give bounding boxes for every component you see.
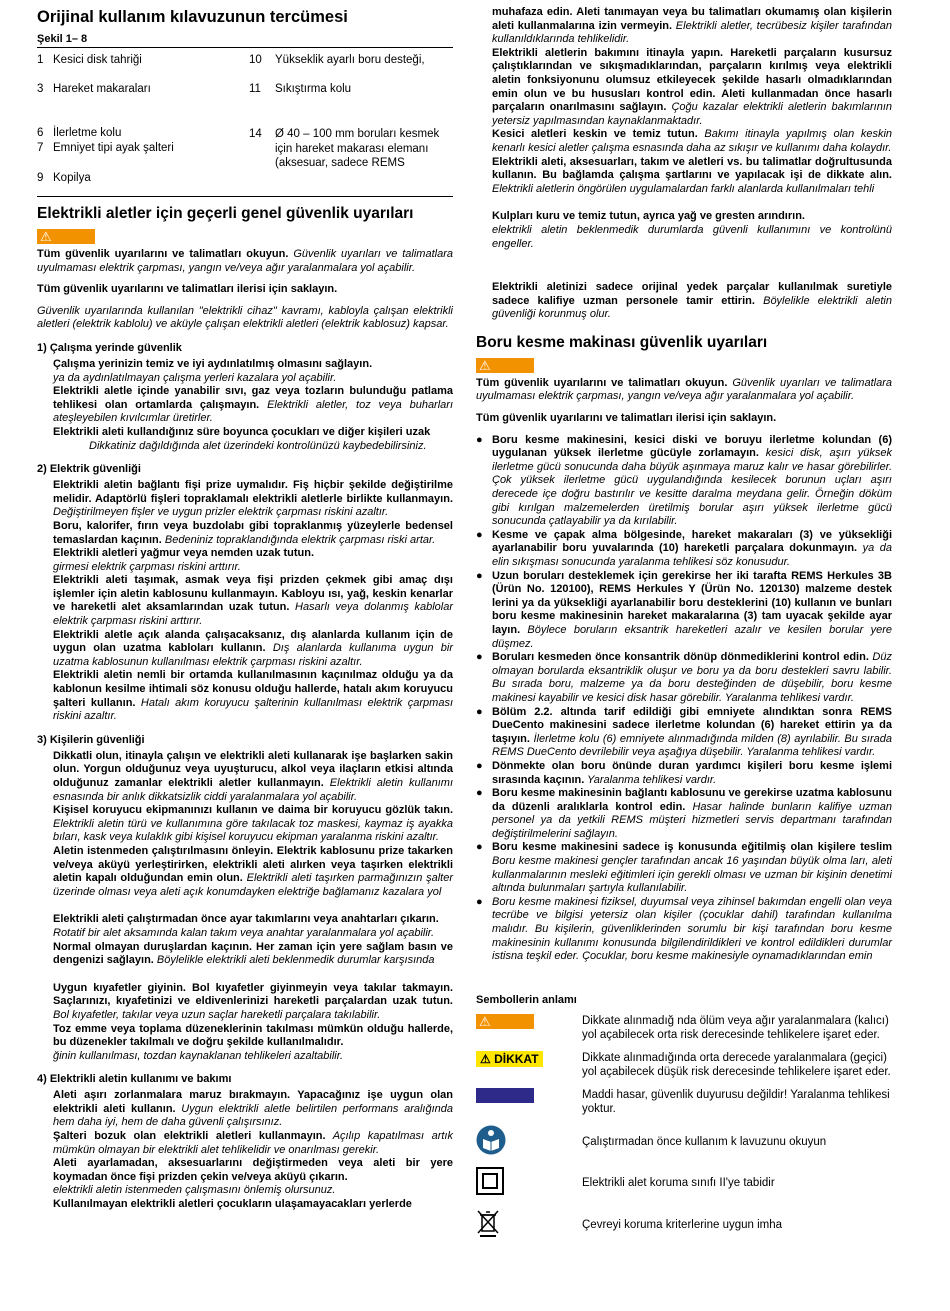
- save-instructions: Tüm güvenlik uyarılarını ve talimatları ilerisi için saklayın.: [476, 412, 777, 425]
- pipe-cutter-heading: Boru kesme makinası güvenlik uyarıları: [476, 333, 768, 351]
- read-manual-icon: [476, 1125, 506, 1155]
- figure-label: Şekil 1– 8: [37, 33, 453, 48]
- symbol-row: Çalıştırmadan önce kullanım k lavuzunu okuyun: [476, 1125, 892, 1160]
- section-body: Elektrikli aletin bağlantı fişi prize uymalıdır. Fiş hiçbir şekilde değiştirilme melidir. Adaptörlü fişleri topraklamalı elektrikli aletlerle birlikte kullanmayın. Değiştirilmeyen fişler ve uygun prizler elektrik çarpması riskini azaltır. Boru, kalorifer, fırın veya buzdolabı gibi topraklanmış yüzeylerle bedensel temaslardan kaçının. Bedeniniz topraklandığında elektrik çarpması riski artar. Elektrikli aletleri yağmur veya nemden uzak tutun. girmesi elektrik çarpması riskini arttırır. Elektrikli aleti taşımak, asmak veya fişi prizden çekmek gibi amaç dışı işlemler için aletin kablosunu kullanmayın. Kabloyu ısı, yağ, keskin kenarlar ve hareketli alet aksamlarından uzak tutun. Hasarlı veya dolanmış kablolar elektrik çarpması riskini arttırır. Elektrikli aletle açık alanda çalışacaksanız, dış alanlarda kullanım için de uygun olan uzatma kabloları kullanın. Dış alanlarda kullanıma uygun bir uzatma kablosunun kullanılması elektrik çarpması riskini azaltır. Elektrikli aletin nemli bir ortamda kullanılmasının kaçınılmaz olduğu ya da kablonun kesilme ihtimali söz konusu olduğu hallerde, hatalı akım koruyucu şalteri kullanın. Hatalı akım koruyucu şalterinin kullanılması elektrik çarpması riskini azaltır.: [53, 479, 454, 723]
- symbol-row: ⚠ DİKKAT Dikkate alınmadığında orta derecede yaralanmalara (geçici) yol açabilecek düşük risk derecesinde tehlikelere işaret eder.: [476, 1051, 892, 1080]
- section-heading: 3) Kişilerin güvenliği: [37, 733, 145, 746]
- section-body: Çalışma yerinizin temiz ve iyi aydınlatılmış olmasını sağlayın. ya da aydınlatılmayan çalışma yerleri kazalara yol açabilir. Elektrikli aletle içinde yanabilir sıvı, gaz veya tozların bulunduğu patlama tehlikesi olan ortamlarda çalışmayın. Elektrikli aletler, toz veya buharları ateşleyebilen kıvılcımlar üretirler. Elektrikli aleti kullandığınız süre boyunca çocukları ve diğer kişileri uzak Dikkatiniz dağıldığında alet üzerindeki kontrolünüzü kaybedebilirsiniz.: [53, 357, 454, 452]
- weee-disposal-icon: [476, 1208, 500, 1238]
- left-column: Orijinal kullanım kılavuzunun tercümesi Şekil 1– 8 1 Kesici disk tahriği 10 Yükseklik ayarlı boru desteği, 3 Hareket makaraları 11 Sıkıştırma kolu 6 İlerletme kolu 14 Ø 40 – 100 mm boruları kesmek için hareket makarası elemanı (aksesuar, sadece REMS 7 Emniyet tipi ayak şalteri 9 Kopilya Elektrikli aletler için geçerli genel güvenlik uyarıları ⚠ Tüm güvenlik uyarılarını ve talimatları okuyun. Güvenlik uyarıları ve talimatlara uyulmaması elektrik çarpması, yangın ve/veya ağır yaralanmalara yol açabilir. Tüm güvenlik uyarılarını ve talimatları ilerisi için saklayın. Güvenlik uyarılarında kullanılan "elektrikli cihaz" kavramı, kabloyla çalışan elektrikli aletleri (elektrik kablolu) ve aküyle çalışan elektrikli aletleri (elektrik kablosuz) kapsar. 1) Çalışma yerinde güvenlik Çalışma yerinizin temiz ve iyi aydınlatılmış olmasını sağlayın. ya da aydınlatılmayan çalışma yerleri kazalara yol açabilir. Elektrikli aletle içinde yanabilir sıvı, gaz veya tozların bulunduğu patlama tehlikesi olan ortamlarda çalışmayın. Elektrikli aletler, toz veya buharları ateşleyebilen kıvılcımlar üretirler. Elektrikli aleti kullandığınız süre boyunca çocukları ve diğer kişileri uzak Dikkatiniz dağıldığında alet üzerindeki kontrolünüzü kaybedebilirsiniz. 2) Elektrik güvenliği Elektrikli aletin bağlantı fişi prize uymalıdır. Fiş hiçbir şekilde değiştirilme melidir. Adaptörlü fişleri topraklamalı elektrikli aletlerle birlikte kullanmayın. Değiştirilmeyen fişler ve uygun prizler elektrik çarpması riskini azaltır. Boru, kalorifer, fırın veya buzdolabı gibi topraklanmış yüzeylerle bedensel temaslardan kaçının. Bedeniniz topraklandığında elektrik çarpması riski artar. Elektrikli aletleri yağmur veya nemden uzak tutun. girmesi elektrik çarpması riskini arttırır. Elektrikli aleti taşımak, asmak veya fişi prizden çekmek gibi amaç dışı işlemler için aletin kablosunu kullanmayın. Kabloyu ısı, yağ, keskin kenarlar ve hareketli alet aksamlarından uzak tutun. Hasarlı veya dolanmış kablolar elektrik çarpması riskini arttırır. Elektrikli aletle açık alanda çalışacaksanız, dış alanlarda kullanım için de uygun olan uzatma kabloları kullanın. Dış alanlarda kullanıma uygun bir uzatma kablosunun kullanılması elektrik çarpması riskini azaltır. Elektrikli aletin nemli bir ortamda kullanılmasının kaçınılmaz olduğu ya da kablonun kesilme ihtimali söz konusu olduğu hallerde, hatalı akım koruyucu şalteri kullanın. Hatalı akım koruyucu şalterinin kullanılması elektrik çarpması riskini azaltır. 3) Kişilerin güvenliği Dikkatli olun, itinayla çalışın ve elektrikli aleti kullanarak işe başlarken sakin olun. Yorgun olduğunuz veya uyuşturucu, alkol veya ilaçların etkisi altında olduğunuz zamanlar elektrikli aletler kullanmayın. Elektrikli aletin kullanımı esnasında bir anlık dikkatsizlik ciddi yaralanmalara yol açabilir. Kişisel koruyucu ekipmanınızı kullanın ve daima bir koruyucu gözlük takın. Elektrikli aletin türü ve kullanımına göre takılacak toz maskesi, kaymaz iş ayakka bıları, kask veya kulaklık gibi kişisel koruyucu ekipman yaralanma riskini azaltır. Aletin istenmeden çalıştırılmasını önleyin. Elektrik kablosunu prize takarken ve/veya aküyü yerleştirirken, elektrikli aleti alırken veya taşırken elektrikli aletin kapalı olduğundan emin olun. Elektrikli aleti taşırken parmağınızın şalter üzerinde olması veya aleti açık konumdayken elektriğe bağlamanız kazalara yol Elektrikli aleti çalıştırmadan önce ayar takımlarını veya anahtarları çıkarın. Rotatif bir alet aksamında kalan takım veya anahtar yaralanmalara yol açabilir. Normal olmayan duruşlardan kaçının. Her zaman için yere sağlam basın ve dengenizi sağlayın. Böylelikle elektrikli aleti beklenmedik durumlar karşısında Uygun kıyafetler giyinin. Bol kıyafetler giyinmeyin veya takılar takmayın. Saçlarınızı, kıyafetinizi ve eldivenlerinizi hareketli parçalardan uzak tutun. Bol kıyafetler, takılar veya uzun saçlar hareketli parçalara takılabilir. Toz emme veya toplama düzeneklerinin takılması mümkün olduğu hallerde, bu düzenekler takılmalı ve doğru şekilde kullanılmalıdır. ğinin kullanılması, tozdan kaynaklanan tehlikeleri azaltabilir. 4) Elektrikli aletin kullanımı ve bakımı Aleti aşırı zorlanmalara maruz bırakmayın. Yapacağınız işe uygun olan elektrikli aleti kullanın. Uygun elektrikli aletle belirtilen performans aralığında hem daha iyi, hem de daha güvenli çalışırsınız. Şalteri bozuk olan elektrikli aletleri kullanmayın. Açılıp kapatılması artık mümkün olmayan bir elektrikli alet tehlikelidir ve onarılması gerekir. Aleti ayarlamadan, aksesuarlarını değiştirmeden veya aleti bir yere koymadan önce fişi prizden çekin ve/veya aküyü çıkarın. elektrikli aletin istenmeden çalışmasını önlemiş olursunuz. Kullanılmayan elektrikli aletleri çocukların ulaşamayacakları yerlerde: [37, 8, 454, 1211]
- symbol-row: ⚠ Dikkate alınmadığ nda ölüm veya ağır yaralanmalara (kalıcı) yol açabilecek orta risk derecesinde tehlikelere işaret eder.: [476, 1014, 892, 1043]
- caution-badge: ⚠ DİKKAT: [476, 1051, 543, 1068]
- warning-icon: ⚠: [37, 229, 95, 244]
- list-item: ● Uzun boruları desteklemek için gerekirse her iki tarafta REMS Herkules 3B (Ürün No. 120100), REMS Herkules Y (Ürün No. 120130) malzeme destek lerini ya da yüksekliği ayarlanabilir boru desteklerini (10) kullanın ve bunları boru kesme makinesinin hareket makaralarına (3) tam uyacak şekilde ayar layın. Böylece boruların eksantrik hareketleri azalır ve kesilen borular yere düşmez.: [476, 569, 892, 650]
- part-item: 7 Emniyet tipi ayak şalteri: [37, 142, 174, 154]
- definition-text: Güvenlik uyarılarında kullanılan "elektrikli cihaz" kavramı, kabloyla çalışan elektrikli aletleri (elektrik kablolu) ve aküyle çalışan elektrikli aletleri (elektrik kablosuz) kapsar.: [37, 304, 453, 331]
- part-item: 11 Sıkıştırma kolu: [249, 83, 352, 95]
- list-item: ● Bölüm 2.2. altında tarif edildiği gibi emniyete alındıktan sonra REMS DueCento makinesini sadece ilerletme kolundan (6) hareket ettirin ya da taşıyın. İlerletme kolu (6) emniyete alınmadığında milden (8) ayrılabilir. Bu sırada REMS DueCento devrilebilir veya aşağıya düşebilir. Yaralanma tehlikesi vardır.: [476, 705, 892, 759]
- list-item: ● Boru kesme makinesini sadece iş konusunda eğitilmiş olan kişilere teslim Boru kesme makinesi gençler tarafından ancak 16 yaşından büyük olma ları, aleti kullanmalarının mesleki eğitimleri için gerekli olması ve uzman bir kişinin denetimi altında bulunmaları şartıyla kullanılabilir.: [476, 841, 892, 895]
- symbol-row: Elektrikli alet koruma sınıfı II'ye tabidir: [476, 1167, 892, 1200]
- part-item: 6 İlerletme kolu: [37, 127, 122, 139]
- list-item: ● Boru kesme makinesi fiziksel, duyumsal veya zihinsel bakımdan engelli olan veya tecrübe ve bilgisi yetersiz olan kişiler (çocuklar dahil) tarafından kullanılma malıdır. Bu kişilerin, güvenliklerinden sorumlu bir kişi tarafından boru kesme makinesinin kullanımı konusunda bilgilendirildikleri ve kontrol edildikleri durumlar istisna teşkil eder. Çocuklar, boru kesme makinesiyle oynamadıklarından emin: [476, 895, 892, 963]
- part-item: 9 Kopilya: [37, 172, 91, 184]
- section-body: muhafaza edin. Aleti tanımayan veya bu talimatları okumamış olan kişilerin aleti kullanmalarına izin vermeyin. Elektrikli aletler, tecrübesiz kişiler tarafından kullanıldıklarında tehlikelidir. Elektrikli aletlerin bakımını itinayla yapın. Hareketli parçaların kusursuz çalıştıklarından ve sıkışmadıklarından, parçaların kırılmış veya elektrikli aletin fonksiyonunu olumsuz etkileyecek şekilde hasarlı olmadıklarından emin olun ve bu hususları kontrol edin. Aleti kullanmadan önce hasarlı parçaların onarılmasını sağlayın. Çoğu kazalar elektrikli aletlerin bakımlarının yetersiz yapılmasından kaynaklanmaktadır. Kesici aletleri keskin ve temiz tutun. Bakımı itinayla yapılmış olan keskin kenarlı kesici aletler çalışma esnasında daha az sıkışır ve kullanımı daha kolaydır. Elektrikli aleti, aksesuarları, takım ve aletleri vs. bu talimatlar doğrultusunda kullanın. Bu bağlamda çalışma şartlarını ve yapılacak işi de dikkate alın. Elektrikli aletlerin öngörülen uygulamalardan farklı alanlarda kullanılmaları tehli Kulpları kuru ve temiz tutun, ayrıca yağ ve gresten arındırın. elektrikli aletin beklenmedik durumlarda güvenli kullanımını ve kontrolünü engeller. Elektrikli aletinizi sadece orijinal yedek parçalar kullanılmak suretiyle sadece kalifiye uzman personele tamir ettirin. Böylelikle elektrikli aletin güvenliği korunmuş olur.: [492, 6, 893, 321]
- section-body: Aleti aşırı zorlanmalara maruz bırakmayın. Yapacağınız işe uygun olan elektrikli aleti kullanın. Uygun elektrikli aletle belirtilen performans aralığında hem daha iyi, hem de daha güvenli çalışırsınız. Şalteri bozuk olan elektrikli aletleri kullanmayın. Açılıp kapatılması artık mümkün olmayan bir elektrikli alet tehlikelidir ve onarılması gerekir. Aleti ayarlamadan, aksesuarlarını değiştirmeden veya aleti bir yere koymadan önce fişi prizden çekin ve/veya aküyü çıkarın. elektrikli aletin istenmeden çalışmasını önlemiş olursunuz. Kullanılmayan elektrikli aletleri çocukların ulaşamayacakları yerlerde: [53, 1089, 454, 1211]
- page-title: Orijinal kullanım kılavuzunun tercümesi: [37, 8, 348, 26]
- list-item: ● Boru kesme makinesinin bağlantı kablosunu ve gerekirse uzatma kablosunu da düzenli aralıklarla kontrol edin. Hasar halinde bunların kalifiye uzman personel ya da yetkili REMS müşteri hizmetleri servis departmanı tarafından değiştirilmelerini sağlayın.: [476, 787, 892, 840]
- parts-list: [37, 54, 453, 197]
- warning-icon: ⚠: [476, 358, 534, 373]
- symbol-row: Maddi hasar, güvenlik duyurusu değildir! Yaralanma tehlikesi yoktur.: [476, 1088, 892, 1117]
- list-item: ● Boru kesme makinesini, kesici diski ve boruyu ilerletme kolundan (6) uygulanan yüksek ilerletme gücüyle zorlamayın. kesici disk, aşırı yüksek ilerletme gücü sonucunda daha büyük aşınmaya maruz kalır ve hasar görebilirler. Çok yüksek ilerletme gücü uygulandığında kesilecek borunun uçları aşırı derecede içe doğru bastırılır ve kesitte daralma meydana gelir. Örneğin döküm gibi kırılgan malzemelerden üretilmiş borular aşırı yüksek ilerletme gücü sonucunda çatlayabilir ya da kırılabilir.: [476, 433, 892, 528]
- part-item: 3 Hareket makaraları: [37, 83, 151, 95]
- pipe-cutter-warnings: [476, 434, 892, 964]
- right-column: muhafaza edin. Aleti tanımayan veya bu talimatları okumamış olan kişilerin aleti kullanmalarına izin vermeyin. Elektrikli aletler, tecrübesiz kişiler tarafından kullanıldıklarında tehlikelidir. Elektrikli aletlerin bakımını itinayla yapın. Hareketli parçaların kusursuz çalıştıklarından ve sıkışmadıklarından, parçaların kırılmış veya elektrikli aletin fonksiyonunu olumsuz etkileyecek şekilde hasarlı olmadıklarından emin olun ve bu hususları kontrol edin. Aleti kullanmadan önce hasarlı parçaların onarılmasını sağlayın. Çoğu kazalar elektrikli aletlerin bakımlarının yetersiz yapılmasından kaynaklanmaktadır. Kesici aletleri keskin ve temiz tutun. Bakımı itinayla yapılmış olan keskin kenarlı kesici aletler çalışma esnasında daha az sıkışır ve kullanımı daha kolaydır. Elektrikli aleti, aksesuarları, takım ve aletleri vs. bu talimatlar doğrultusunda kullanın. Bu bağlamda çalışma şartlarını ve yapılacak işi de dikkate alın. Elektrikli aletlerin öngörülen uygulamalardan farklı alanlarda kullanılmaları tehli Kulpları kuru ve temiz tutun, ayrıca yağ ve gresten arındırın. elektrikli aletin beklenmedik durumlarda güvenli kullanımını ve kontrolünü engeller. Elektrikli aletinizi sadece orijinal yedek parçalar kullanılmak suretiyle sadece kalifiye uzman personele tamir ettirin. Böylelikle elektrikli aletin güvenliği korunmuş olur. Boru kesme makinası güvenlik uyarıları ⚠ Tüm güvenlik uyarılarını ve talimatları okuyun. Güvenlik uyarıları ve talimatlara uyulmaması elektrik çarpması, yangın ve/veya ağır yaralanmalara yol açabilir. Tüm güvenlik uyarılarını ve talimatları ilerisi için saklayın. ● Boru kesme makinesini, kesici diski ve boruyu ilerletme kolundan (6) uygulanan yüksek ilerletme gücüyle zorlamayın. kesici disk, aşırı yüksek ilerletme gücü sonucunda daha büyük aşınmaya maruz kalır ve hasar görebilirler. Çok yüksek ilerletme gücü uygulandığında kesilecek borunun uçları aşırı derecede içe doğru bastırılır ve kesitte daralma meydana gelir. Örneğin döküm gibi kırılgan malzemelerden üretilmiş borular aşırı yüksek ilerletme gücü sonucunda çatlayabilir ya da kırılabilir. ● Kesme ve çapak alma bölgesinde, hareket makaraları (3) ve yüksekliği ayarlanabilir boru yuvalarında (10) hareketli parçalara dokunmayın. ya da elin sıkışması sonucunda yaralanma tehlikesi söz konusudur. ● Uzun boruları desteklemek için gerekirse her iki tarafta REMS Herkules 3B (Ürün No. 120100), REMS Herkules Y (Ürün No. 120130) malzeme destek lerini ya da yüksekliği ayarlanabilir boru desteklerini (10) kullanın ve bunları boru kesme makinesinin hareket makaralarına (3) tam uyacak şekilde ayar layın. Böylece boruların eksantrik hareketleri azalır ve kesilen borular yere düşmez. ● Boruları kesmeden önce konsantrik dönüp dönmediklerini kontrol edin. Düz olmayan borularda eksantriklik oluşur ve boru ya da boru destekleri savru labilir. Bu sırada boru, malzeme ya da boru desteğinden de düşebilir, boru kesme makinesi kayabilir ve kesici disk hasar görebilir. Yaralanma tehlikesi vardır. ● Bölüm 2.2. altında tarif edildiği gibi emniyete alındıktan sonra REMS DueCento makinesini sadece ilerletme kolundan (6) hareket ettirin ya da taşıyın. İlerletme kolu (6) emniyete alınmadığında milden (8) ayrılabilir. Bu sırada REMS DueCento devrilebilir veya aşağıya düşebilir. Yaralanma tehlikesi vardır. ● Dönmekte olan boru önünde duran yardımcı kişileri boru kesme işlemi sırasında kaçının. Yaralanma tehlikesi vardır. ● Boru kesme makinesinin bağlantı kablosunu ve gerekirse uzatma kablosunu da düzenli aralıklarla kontrol edin. Hasar halinde bunların kalifiye uzman personel ya da yetkili REMS müşteri hizmetleri servis departmanı tarafından değiştirilmelerini sağlayın. ● Boru kesme makinesini sadece iş konusunda eğitilmiş olan kişilere teslim Boru kesme makinesi gençler tarafından ancak 16 yaşından büyük olma ları, aleti kullanmalarının mesleki eğitimleri için gerekli olması ve uzman bir kişinin denetimi altında bulunmaları şartıyla kullanılabilir. ● Boru kesme makinesi fiziksel, duyumsal veya zihinsel bakımdan engelli olan veya tecrübe ve bilgisi yetersiz olan kişiler (çocuklar dahil) tarafından kullanılma malıdır. Bu kişilerin, güvenliklerinden sorumlu bir kişi tarafından boru kesme makinesinin kullanımı konusunda bilgilendirildikleri ve kontrol edildikleri durumlar istisna teşkil eder. Çocuklar, boru kesme makinesiyle oynamadıklarından emin Sembollerin anlamı ⚠ Dikkate alınmadığ nda ölüm veya ağır yaralanmalara (kalıcı) yol açabilecek orta risk derecesinde tehlikelere işaret eder. ⚠ DİKKAT Dikkate alınmadığında orta derecede yaralanmalara (geçici) yol açabilecek düşük risk derecesinde tehlikelere işaret eder. Maddi hasar, güvenlik duyurusu değildir! Yaralanma tehlikesi yoktur. Çalıştırmadan önce kullanım k lavuzunu okuyun Elektrikli alet koruma sınıfı II'ye tabidir Çevreyi koruma kriterlerine uygun imha: [476, 0, 892, 1250]
- symbol-row: Çevreyi koruma kriterlerine uygun imha: [476, 1208, 892, 1243]
- notice-icon: [476, 1088, 534, 1103]
- warning-icon: ⚠: [476, 1014, 534, 1029]
- symbols-heading: Sembollerin anlamı: [476, 993, 577, 1006]
- save-instructions: Tüm güvenlik uyarılarını ve talimatları ilerisi için saklayın.: [37, 283, 338, 296]
- section-heading: 2) Elektrik güvenliği: [37, 463, 141, 476]
- list-item: ● Kesme ve çapak alma bölgesinde, hareket makaraları (3) ve yüksekliği ayarlanabilir boru yuvalarında (10) hareketli parçalara dokunmayın. ya da elin sıkışması sonucunda yaralanma tehlikesi söz konusudur.: [476, 528, 892, 568]
- part-item: 1 Kesici disk tahriği: [37, 54, 142, 66]
- general-safety-heading: Elektrikli aletler için geçerli genel güvenlik uyarıları: [37, 205, 414, 222]
- protection-class-ii-icon: [476, 1167, 504, 1195]
- section-heading: 4) Elektrikli aletin kullanımı ve bakımı: [37, 1073, 232, 1086]
- part-item: 14 Ø 40 – 100 mm boruları kesmek için hareket makarası elemanı (aksesuar, sadece REMS: [249, 128, 440, 169]
- part-item: 10 Yükseklik ayarlı boru desteği,: [249, 54, 425, 66]
- section-heading: 1) Çalışma yerinde güvenlik: [37, 341, 182, 354]
- list-item: ● Dönmekte olan boru önünde duran yardımcı kişileri boru kesme işlemi sırasında kaçının. Yaralanma tehlikesi vardır.: [476, 759, 892, 786]
- list-item: ● Boruları kesmeden önce konsantrik dönüp dönmediklerini kontrol edin. Düz olmayan borularda eksantriklik oluşur ve boru ya da boru destekleri savru labilir. Bu sırada boru, malzeme ya da boru desteğinden de düşebilir, boru kesme makinesi kayabilir ve kesici disk hasar görebilir. Yaralanma tehlikesi vardır.: [476, 651, 892, 704]
- section-body: Dikkatli olun, itinayla çalışın ve elektrikli aleti kullanarak işe başlarken sakin olun. Yorgun olduğunuz veya uyuşturucu, alkol veya ilaçların etkisi altında olduğunuz zamanlar elektrikli aletler kullanmayın. Elektrikli aletin kullanımı esnasında bir anlık dikkatsizlik ciddi yaralanmalara yol açabilir. Kişisel koruyucu ekipmanınızı kullanın ve daima bir koruyucu gözlük takın. Elektrikli aletin türü ve kullanımına göre takılacak toz maskesi, kaymaz iş ayakka bıları, kask veya kulaklık gibi kişisel koruyucu ekipman yaralanma riskini azaltır. Aletin istenmeden çalıştırılmasını önleyin. Elektrik kablosunu prize takarken ve/veya aküyü yerleştirirken, elektrikli aleti alırken veya taşırken elektrikli aletin kapalı olduğundan emin olun. Elektrikli aleti taşırken parmağınızın şalter üzerinde olması veya aleti açık konumdayken elektriğe bağlamanız kazalara yol Elektrikli aleti çalıştırmadan önce ayar takımlarını veya anahtarları çıkarın. Rotatif bir alet aksamında kalan takım veya anahtar yaralanmalara yol açabilir. Normal olmayan duruşlardan kaçının. Her zaman için yere sağlam basın ve dengenizi sağlayın. Böylelikle elektrikli aleti beklenmedik durumlar karşısında Uygun kıyafetler giyinin. Bol kıyafetler giyinmeyin veya takılar takmayın. Saçlarınızı, kıyafetinizi ve eldivenlerinizi hareketli parçalardan uzak tutun. Bol kıyafetler, takılar veya uzun saçlar hareketli parçalara takılabilir. Toz emme veya toplama düzeneklerinin takılması mümkün olduğu hallerde, bu düzenekler takılmalı ve doğru şekilde kullanılmalıdır. ğinin kullanılması, tozdan kaynaklanan tehlikeleri azaltabilir.: [53, 749, 454, 1062]
